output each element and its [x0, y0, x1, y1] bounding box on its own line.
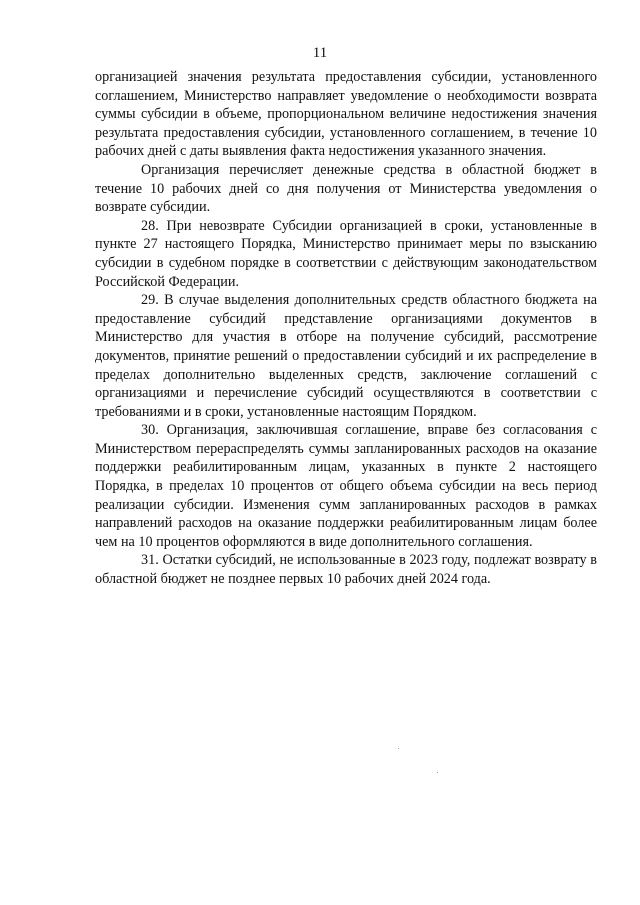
- paragraph-30: 30. Организация, заключившая соглашение, вправе без согласования с Министерством перераспределять суммы запланированных расходов на оказание поддержки реабилитированным лицам, указанных в пункте 2 настоящего Порядка, в пределах 10 процентов от общего объема субсидии на весь период реализации субсидии. Изменения сумм запланированных расходов в рамках направлений расходов на оказание поддержки реабилитированным лицам более чем на 10 процентов оформляются в виде дополнительного соглашения.: [95, 422, 597, 550]
- paragraph-28: 28. При невозврате Субсидии организацией в сроки, установленные в пункте 27 настоящего Порядка, Министерство принимает меры по взысканию субсидии в судебном порядке в соответствии с действующим законодательством Российской Федерации.: [95, 217, 597, 290]
- paragraph-31: 31. Остатки субсидий, не использованные в 2023 году, подлежат возврату в областной бюджет не позднее первых 10 рабочих дней 2024 года.: [95, 552, 597, 588]
- scan-speck: [398, 748, 399, 749]
- paragraph-organization-refund: Организация перечисляет денежные средства в областной бюджет в течение 10 рабочих дней со дня получения от Министерства уведомления о возврате субсидии.: [95, 161, 597, 216]
- scan-speck: [437, 772, 438, 773]
- paragraph-29: 29. В случае выделения дополнительных средств областного бюджета на предоставление субсидий представление организациями документов в Министерство для участия в отборе на получение субсидий, рассмотрение документов, принятие решений о предоставлении субсидий и их распределение в пределах дополнительно выделенных средств, заключение соглашений с организациями и перечисление субсидий осуществляются в соответствии с требованиями и в сроки, установленные настоящим Порядком.: [95, 292, 597, 420]
- page-number: 11: [312, 45, 328, 61]
- document-body: [95, 68, 597, 589]
- paragraph-continuation: организацией значения результата предоставления субсидии, установленного соглашением, Министерство направляет уведомление о необходимости возврата суммы субсидии в объеме, пропорциональном величине недостижения значения результата предоставления субсидии, установленного соглашением, в течение 10 рабочих дней с даты выявления факта недостижения указанного значения.: [95, 69, 597, 160]
